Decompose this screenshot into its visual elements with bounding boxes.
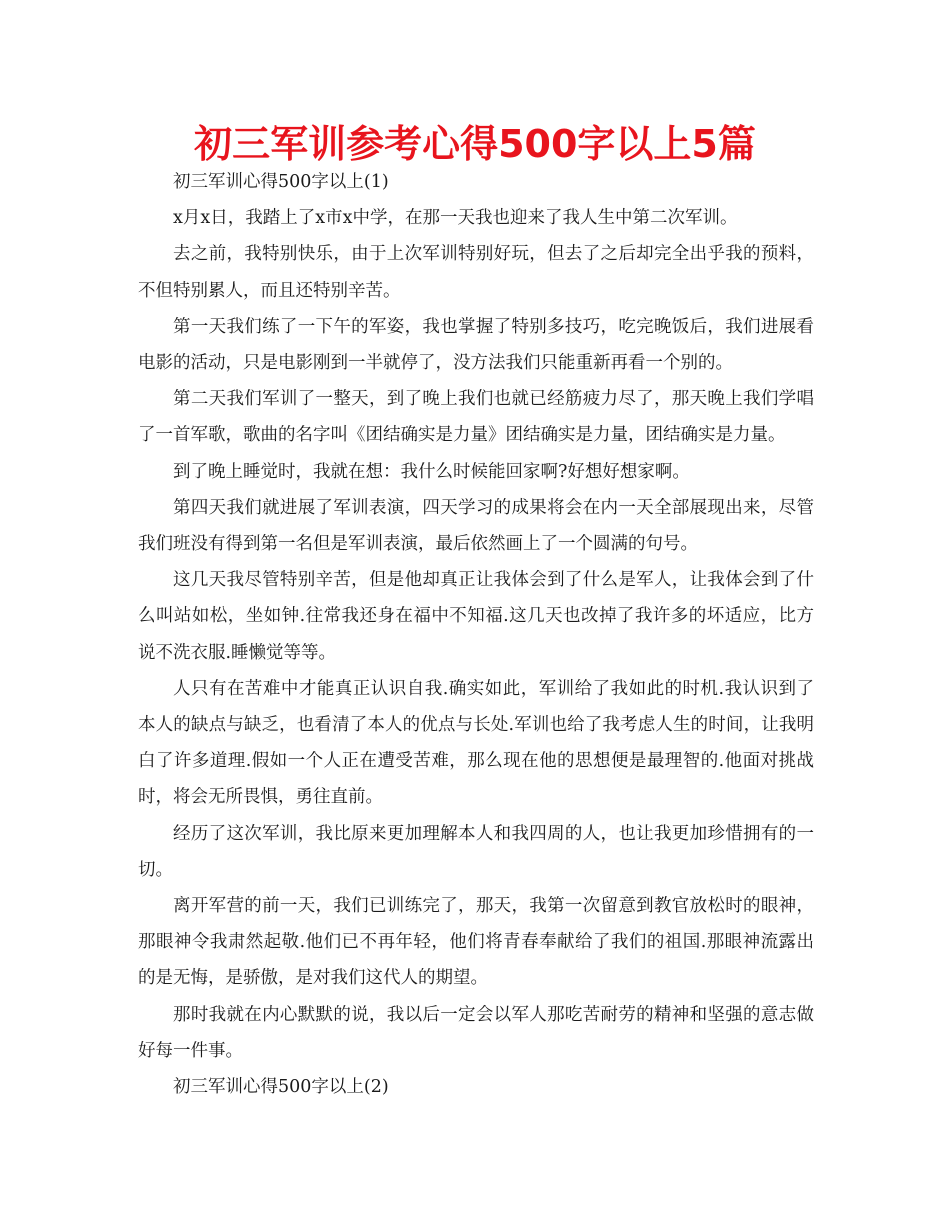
- paragraph: x月x日，我踏上了x市x中学，在那一天我也迎来了我人生中第二次军训。: [173, 208, 738, 229]
- document-title: 初三军训参考心得500字以上5篇: [194, 122, 756, 166]
- section-heading-1: 初三军训心得500字以上(1): [173, 172, 389, 192]
- paragraph: 那时我就在内心默默的说，我以后一定会以军人那吃苦耐劳的精神和坚强的意志做好每一件事。: [138, 1004, 814, 1061]
- paragraph: 离开军营的前一天，我们已训练完了，那天，我第一次留意到教官放松时的眼神，那眼神令我肃然起敬.他们已不再年轻，他们将青春奉献给了我们的祖国.那眼神流露出的是无悔，是骄傲，是对我们这代人的期望。: [138, 896, 814, 989]
- paragraph: 到了晚上睡觉时，我就在想：我什么时候能回家啊?好想好想家啊。: [173, 461, 690, 482]
- paragraph: 第一天我们练了一下午的军姿，我也掌握了特别多技巧，吃完晚饭后，我们进展看电影的活动，只是电影刚到一半就停了，没方法我们只能重新再看一个别的。: [138, 316, 814, 374]
- paragraph: 人只有在苦难中才能真正认识自我.确实如此，军训给了我如此的时机.我认识到了本人的缺点与缺乏，也看清了本人的优点与长处.军训也给了我考虑人生的时间，让我明白了许多道理.假如一个人正在遭受苦难，那么现在他的思想便是最理智的.他面对挑战时，将会无所畏惧，勇往直前。: [138, 678, 814, 808]
- paragraph: 去之前，我特别快乐，由于上次军训特别好玩，但去了之后却完全出乎我的预料，不但特别累人，而且还特别辛苦。: [138, 244, 814, 301]
- paragraph: 经历了这次军训，我比原来更加理解本人和我四周的人，也让我更加珍惜拥有的一切。: [138, 823, 814, 880]
- paragraph: 第二天我们军训了一整天，到了晚上我们也就已经筋疲力尽了，那天晚上我们学唱了一首军歌，歌曲的名字叫《团结确实是力量》团结确实是力量，团结确实是力量。: [138, 389, 814, 446]
- document-body: [138, 164, 814, 1105]
- paragraph: 这几天我尽管特别辛苦，但是他却真正让我体会到了什么是军人，让我体会到了什么叫站如松，坐如钟.往常我还身在福中不知福.这几天也改掉了我许多的坏适应，比方说不洗衣服.睡懒觉等等。: [138, 570, 814, 663]
- paragraph: 第四天我们就进展了军训表演，四天学习的成果将会在内一天全部展现出来，尽管我们班没有得到第一名但是军训表演，最后依然画上了一个圆满的句号。: [138, 497, 814, 555]
- section-heading-2: 初三军训心得500字以上(2): [173, 1077, 389, 1098]
